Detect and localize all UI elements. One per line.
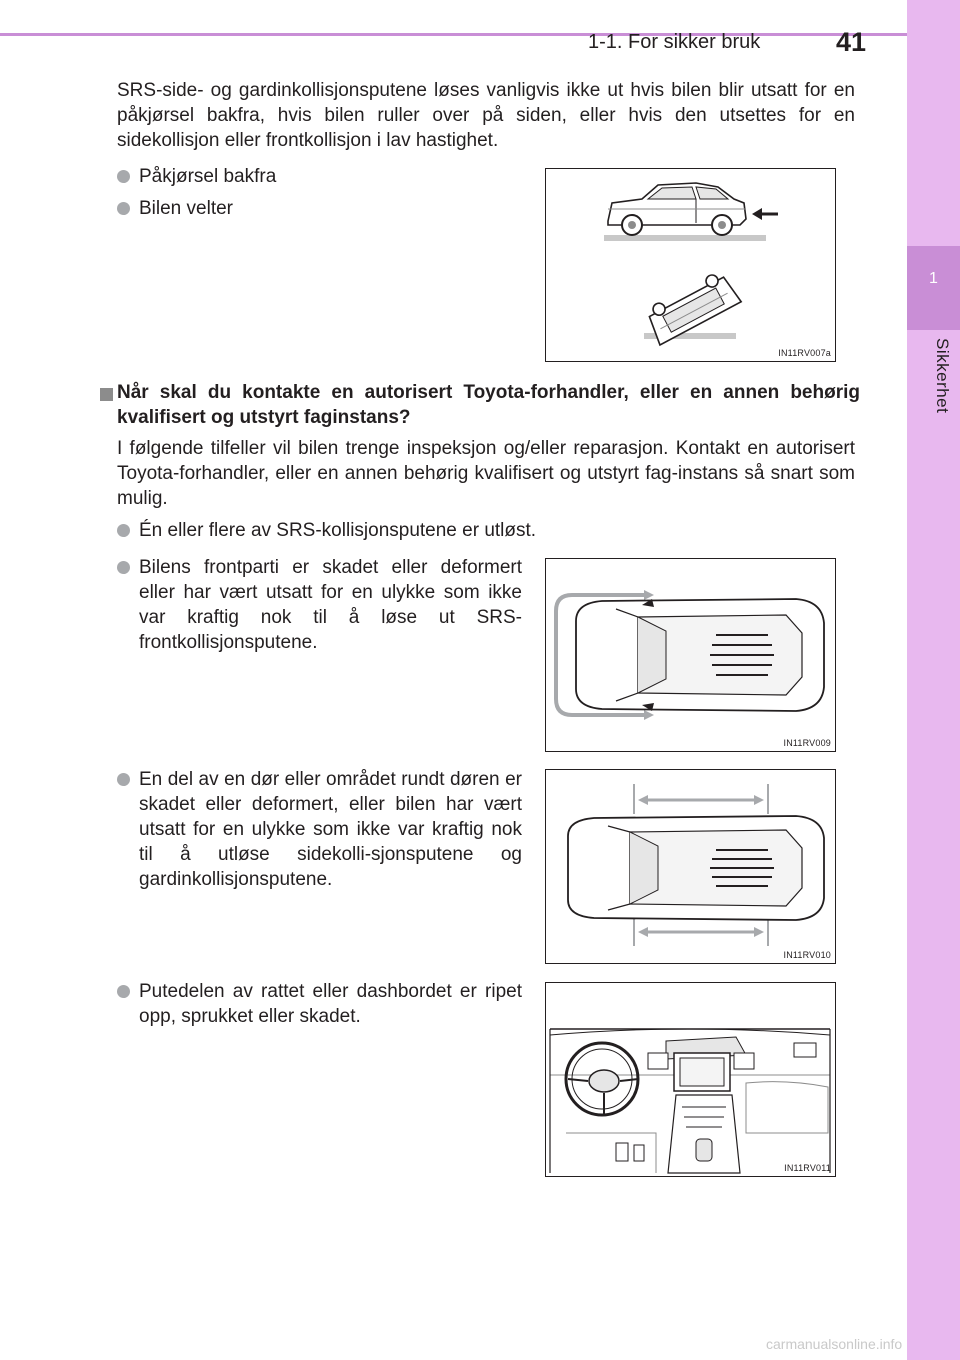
- dashboard-interior-illustration: [546, 983, 835, 1176]
- figure-code: IN11RV010: [783, 950, 831, 960]
- intro-paragraph: SRS-side- og gardinkollisjonsputene løses vanligvis ikke ut hvis bilen blir utsatt for en påkjørsel bakfra, hvis bilen ruller over på siden, eller hvis den utsettes for en sidekollisjon eller frontkollisjon i lav hastighet.: [117, 80, 855, 151]
- bullet-front-damaged: [117, 555, 522, 665]
- bullet-text: En del av en dør eller området rundt døren er skadet eller deformert, eller bilen har vært utsatt for en ulykke som ikke var kraftig nok til å utløse sidekolli-sjonsputene og gardinkollisjonsputene.: [139, 769, 522, 890]
- figure-rear-collision-rollover: [545, 168, 836, 362]
- chapter-label: Sikkerhet: [933, 338, 952, 414]
- header-rule: [0, 33, 907, 36]
- chapter-number: 1: [929, 270, 938, 287]
- bullet-dot-icon: [117, 985, 130, 998]
- rear-collision-rollover-illustration: [546, 169, 835, 361]
- car-top-view-side-illustration: [546, 770, 835, 963]
- footer-watermark: carmanualsonline.info: [766, 1336, 903, 1352]
- bullet-text: Én eller flere av SRS-kollisjonsputene er utløst.: [139, 520, 537, 541]
- bullet-dot-icon: [117, 202, 130, 215]
- bullet-text: Bilen velter: [139, 198, 233, 219]
- bullet-dot-icon: [117, 524, 130, 537]
- heading-square-icon: [100, 388, 113, 401]
- bullet-text: Bilens frontparti er skadet eller deformert eller har vært utsatt for en ulykke som ikke var kraftig nok til å løse ut SRS-frontkollisjonsputene.: [139, 557, 522, 653]
- chapter-side-tab: [907, 0, 960, 1360]
- chapter-number-box: [907, 246, 960, 330]
- bullet-dot-icon: [117, 773, 130, 786]
- figure-code: IN11RV011: [784, 1163, 831, 1173]
- section-heading: Når skal du kontakte en autorisert Toyota-forhandler, eller en annen behørig kvalifisert og utstyrt faginstans?: [117, 382, 860, 428]
- bullet-text: Påkjørsel bakfra: [139, 166, 277, 187]
- page-number: 41: [836, 27, 867, 57]
- bullet-steering-dashboard-damaged: [117, 979, 522, 1034]
- bullet-rollover: [117, 196, 517, 222]
- figure-front-damage: [545, 558, 836, 752]
- contact-paragraph: I følgende tilfeller vil bilen trenge inspeksjon og/eller reparasjon. Kontakt en autorisert Toyota-forhandler, eller en annen behørig kvalifisert og utstyrt fag-instans så snart som mulig.: [117, 438, 855, 509]
- bullet-door-damaged: [117, 767, 522, 902]
- bullet-airbags-deployed: [117, 518, 837, 544]
- figure-dashboard: [545, 982, 836, 1177]
- figure-side-damage: [545, 769, 836, 964]
- bullet-rear-collision: [117, 164, 517, 190]
- car-top-view-front-illustration: [546, 559, 835, 751]
- figure-code: IN11RV007a: [778, 348, 831, 358]
- bullet-dot-icon: [117, 170, 130, 183]
- bullet-text: Putedelen av rattet eller dashbordet er ripet opp, sprukket eller skadet.: [139, 981, 522, 1027]
- figure-code: IN11RV009: [783, 738, 831, 748]
- bullet-dot-icon: [117, 561, 130, 574]
- header-section-title: 1-1. For sikker bruk: [588, 31, 761, 53]
